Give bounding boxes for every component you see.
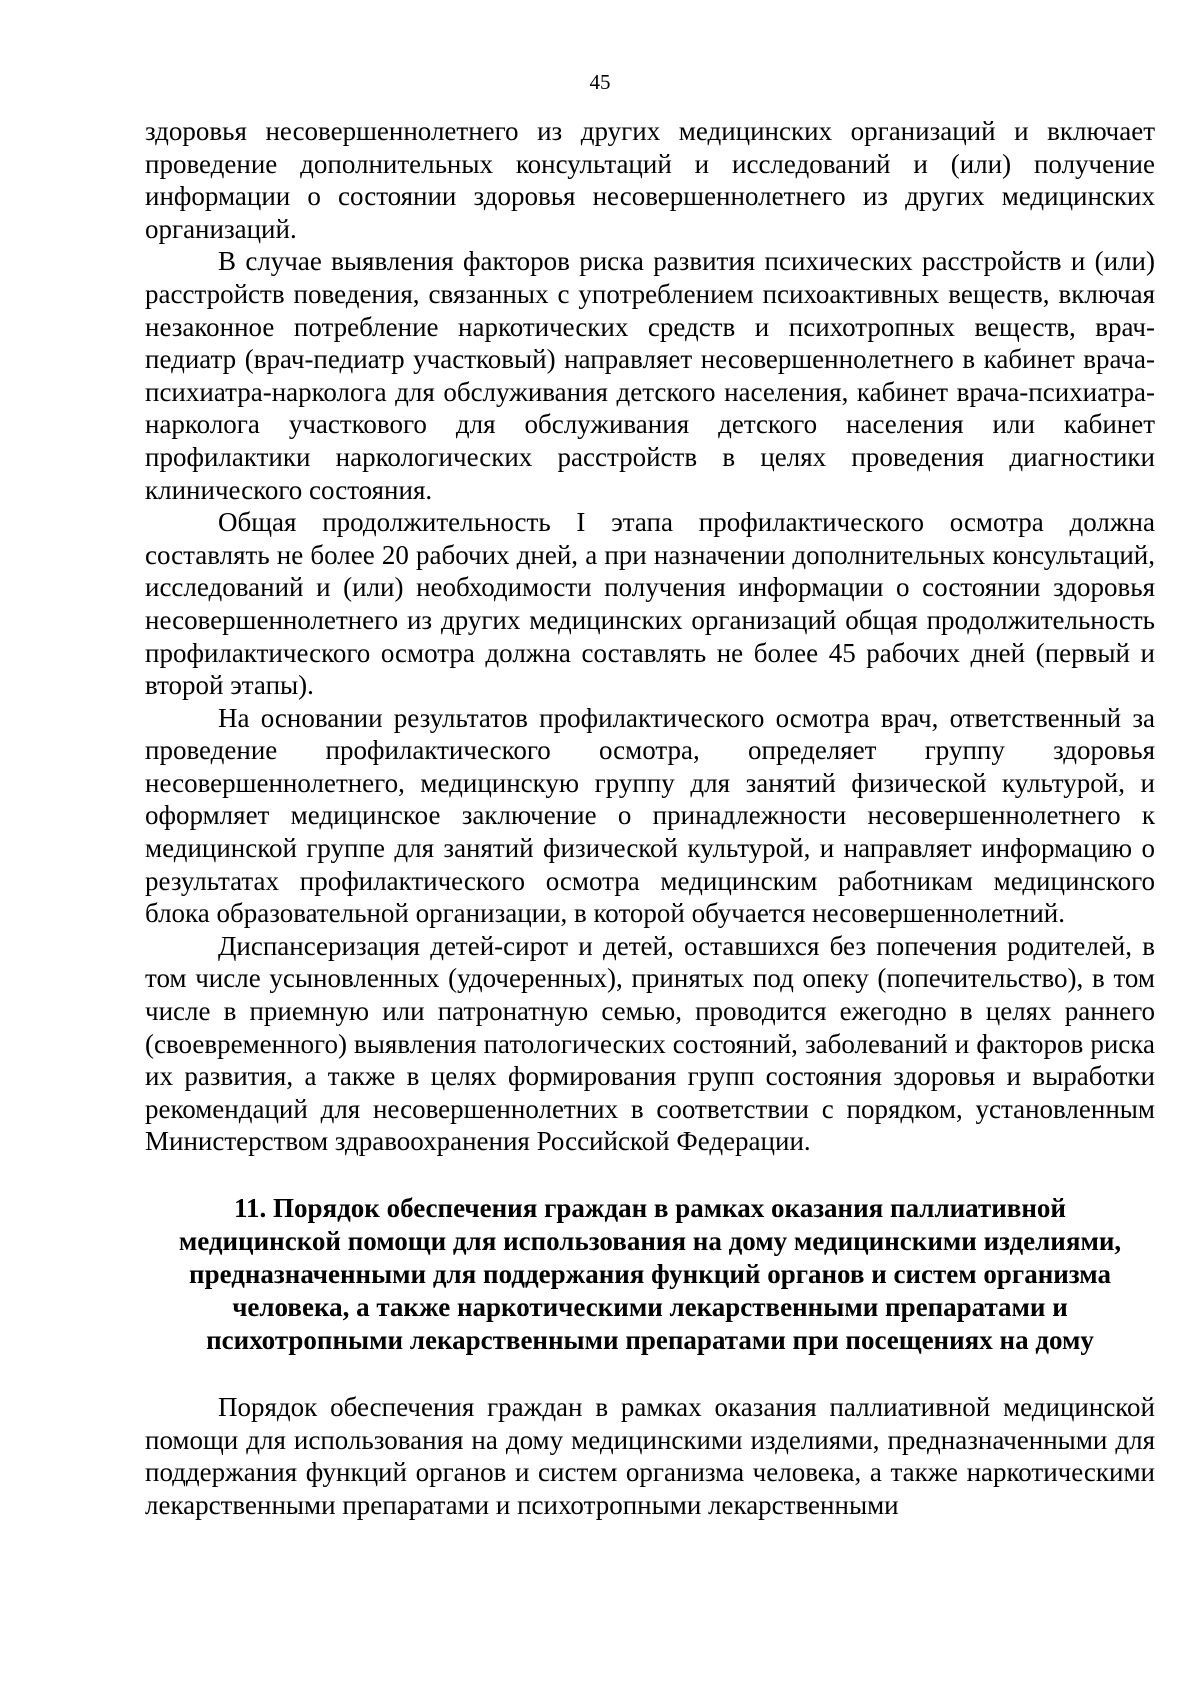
paragraph-orphans-dispensary: Диспансеризация детей-сирот и детей, оставшихся без попечения родителей, в том числе усыновленных (удочеренных), принятых под опеку (попечительство), в том числе в приемную или патронатную семью, проводится ежегодно в целях раннего (своевременного) выявления патологических состояний, заболеваний и факторов риска их развития, а также в целях формирования групп состояния здоровья и выработки рекомендаций для несовершеннолетних в соответствии с порядком, установленным Министерством здравоохранения Российской Федерации. [145, 930, 1155, 1157]
paragraph-duration: Общая продолжительность I этапа профилактического осмотра должна составлять не более 20 рабочих дней, а при назначении дополнительных консультаций, исследований и (или) необходимости получения информации о состоянии здоровья несовершеннолетнего из других медицинских организаций общая продолжительность профилактического осмотра должна составлять не более 45 рабочих дней (первый и второй этапы). [145, 507, 1155, 701]
page-number: 45 [589, 70, 611, 94]
paragraph-health-group: На основании результатов профилактического осмотра врач, ответственный за проведение профилактического осмотра, определяет группу здоровья несовершеннолетнего, медицинскую группу для занятий физической культурой, и оформляет медицинское заключение о принадлежности несовершеннолетнего к медицинской группе для занятий физической культурой, и направляет информацию о результатах профилактического осмотра медицинским работникам медицинского блока образовательной организации, в которой обучается несовершеннолетний. [145, 702, 1155, 929]
section-paragraph: Порядок обеспечения граждан в рамках оказания паллиативной медицинской помощи для использования на дому медицинскими изделиями, предназначенными для поддержания функций органов и систем организма человека, а также наркотическими лекарственными препаратами и психотропными лекарственными [145, 1392, 1155, 1520]
section-heading: 11. Порядок обеспечения граждан в рамках оказания паллиативной медицинской помощи для использования на дому медицинскими изделиями, предназначенными для поддержания функций органов и систем организма человека, а также наркотическими лекарственными препаратами и психотропными лекарственными препаратами при посещениях на дому [178, 1193, 1122, 1355]
paragraph-risk-factors: В случае выявления факторов риска развития психических расстройств и (или) расстройств поведения, связанных с употреблением психоактивных веществ, включая незаконное потребление наркотических средств и психотропных веществ, врач-педиатр (врач-педиатр участковый) направляет несовершеннолетнего в кабинет врача-психиатра-нарколога для обслуживания детского населения, кабинет врача-психиатра-нарколога участкового для обслуживания детского населения или кабинет профилактики наркологических расстройств в целях проведения диагностики клинического состояния. [145, 246, 1155, 505]
paragraph-continuation: здоровья несовершеннолетнего из других медицинских организаций и включает проведение дополнительных консультаций и исследований и (или) получение информации о состоянии здоровья несовершеннолетнего из других медицинских организаций. [145, 116, 1155, 244]
document-body [145, 115, 1155, 1521]
